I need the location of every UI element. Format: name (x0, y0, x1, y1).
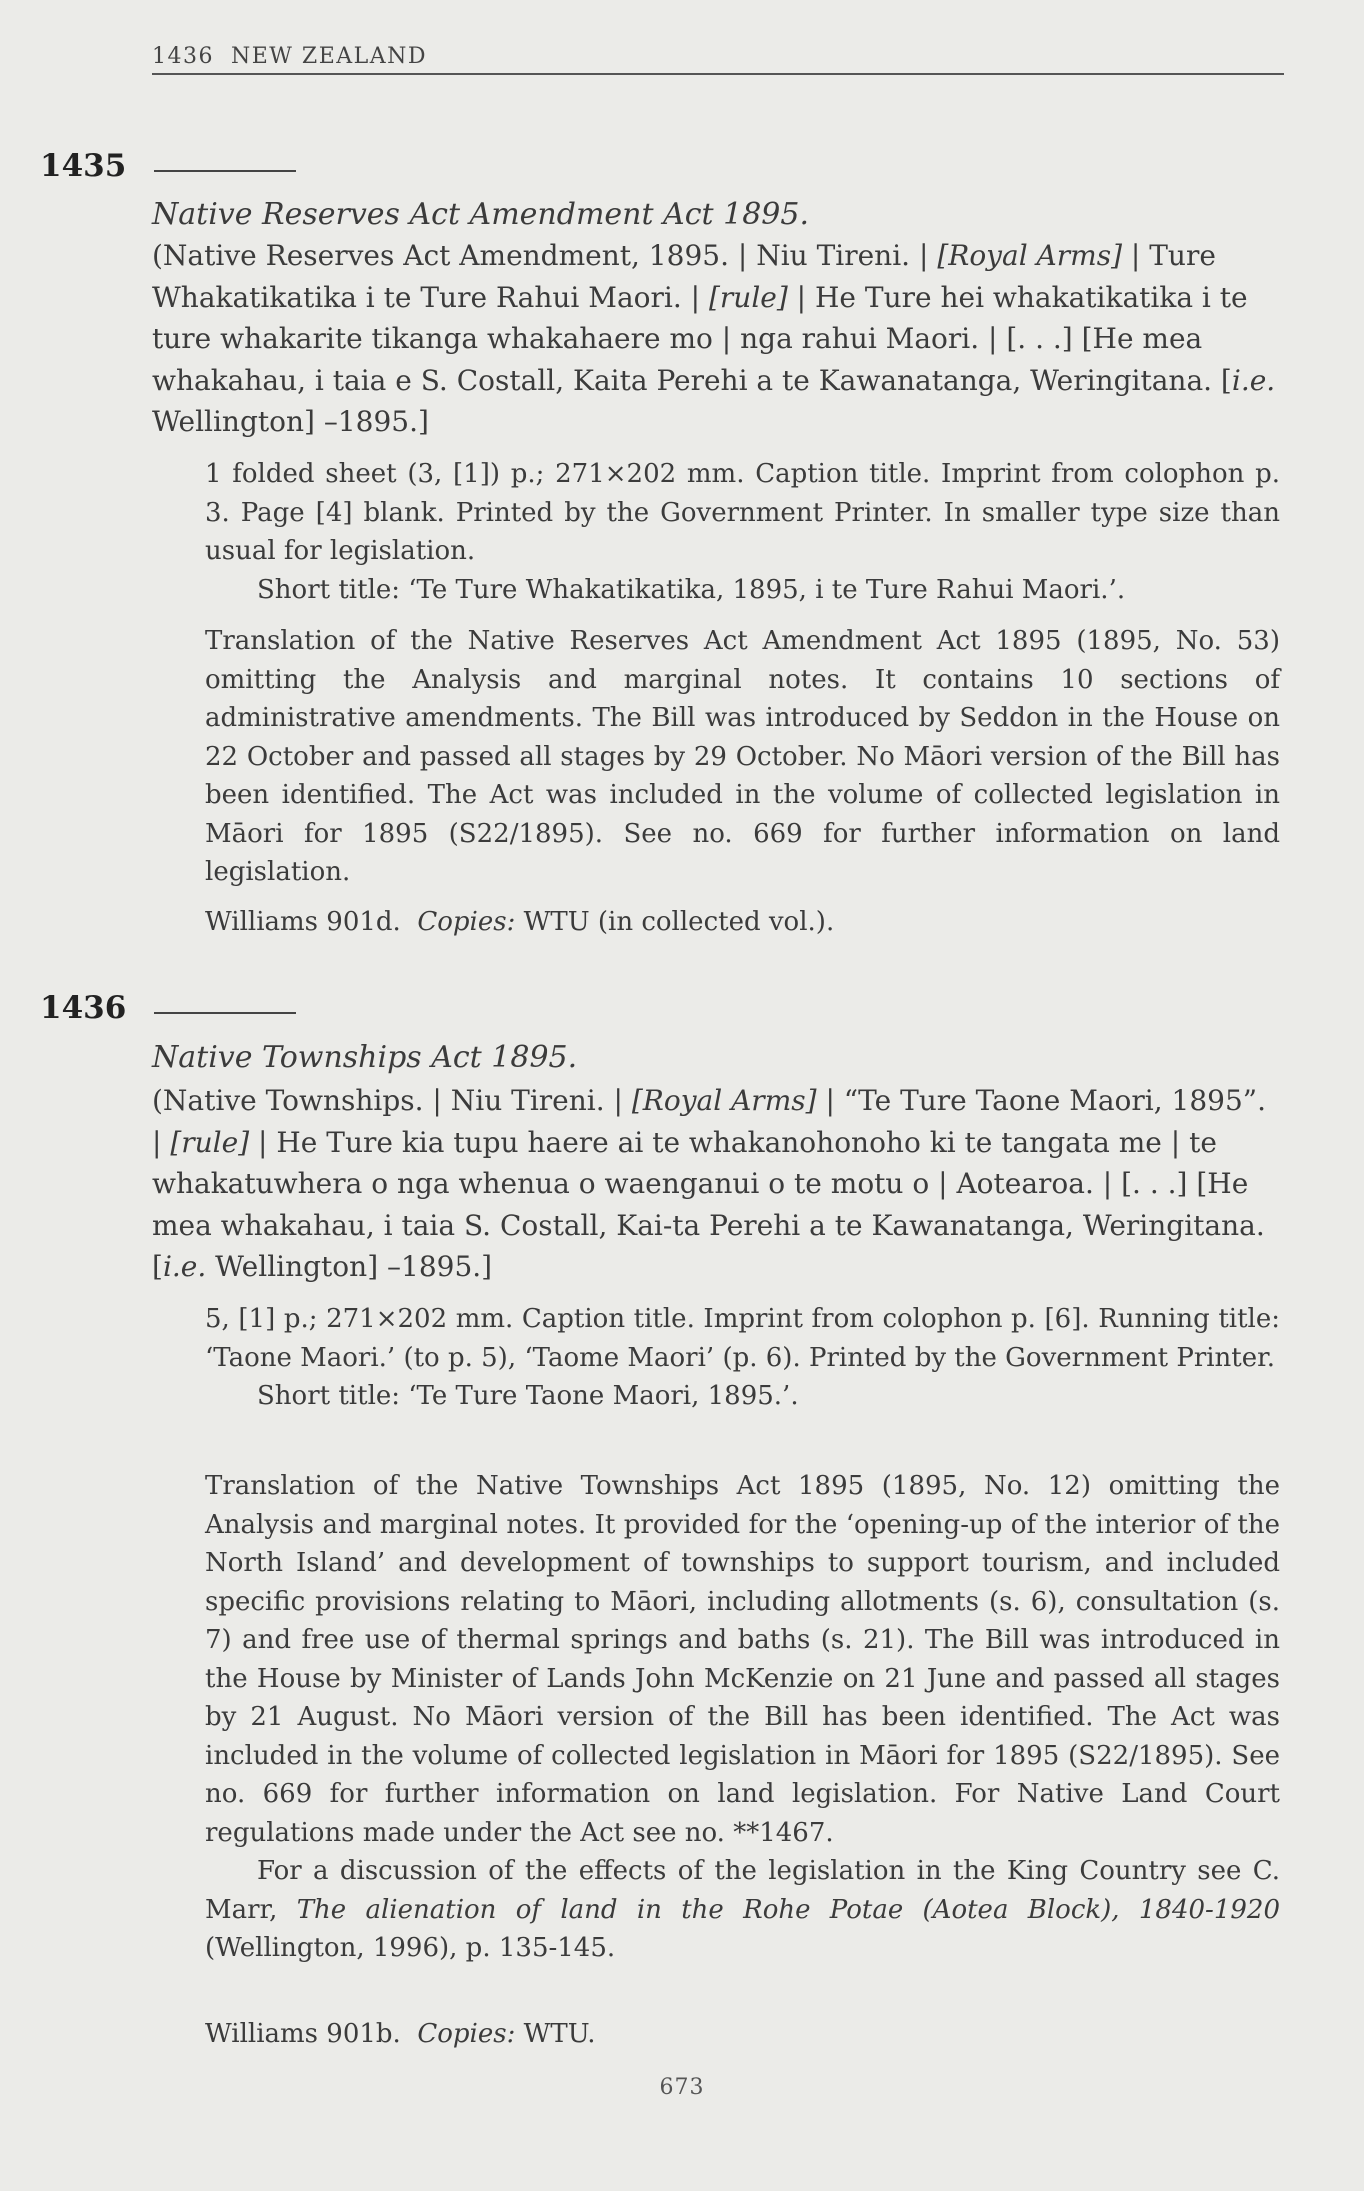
entry-title: Native Townships Act 1895. (152, 1040, 578, 1075)
short-title: Short title: ‘Te Ture Taone Maori, 1895.’. (257, 1381, 799, 1411)
discussion (205, 1852, 1280, 1968)
transcription-rule: [rule] (708, 280, 788, 314)
transcription-royal-arms: [Royal Arms] (937, 239, 1122, 272)
transcription-text: Wellington] –1895.] (152, 405, 429, 438)
transcription-text: Wellington] –1895.] (206, 1250, 493, 1283)
physical-description: 1 folded sheet (3, [1]) p.; 271×202 mm. Caption title. Imprint from colophon p. 3. Page [4] blank. Printed by the Government Printer. In smaller type size than usual for legislation. (205, 459, 1280, 566)
transcription-text: | He Ture hei whakatikatika i te ture whakarite tikanga whakahaere mo | nga rahui Maori. | [. . .] [He mea whakahau, i taia e S. Costall, Kaita Perehi a te Kawanatanga, Weringitana. [ (152, 280, 1248, 397)
copies-label: Copies: (417, 907, 516, 937)
transcription-rule: [rule] (170, 1125, 250, 1159)
transcription-ie: i.e. (162, 1250, 207, 1283)
header-running-title: NEW ZEALAND (231, 44, 428, 69)
copies-value: WTU. (515, 2019, 596, 2049)
physical-description: 5, [1] p.; 271×202 mm. Caption title. Imprint from colophon p. [6]. Running title: ‘Taone Maori.’ (to p. 5), ‘Taome Maori’ (p. 6). Printed by the Government Printer. (205, 1304, 1280, 1373)
entry-number: 1436 (40, 990, 127, 1026)
running-header (152, 44, 1284, 75)
short-title: Short title: ‘Te Ture Whakatikatika, 1895, i te Ture Rahui Maori.’. (257, 574, 1126, 605)
notes-block (205, 1467, 1280, 1968)
discussion-text: (Wellington, 1996), p. 135-145. (205, 1933, 616, 1963)
physical-description-block (205, 455, 1280, 609)
copies-value: WTU (in collected vol.). (515, 907, 835, 937)
transcription-ie: i.e. (1231, 363, 1276, 397)
notes: Translation of the Native Townships Act 1895 (1895, No. 12) omitting the Analysis and marginal notes. It provided for the ‘opening-up of the interior of the North Island’ and development of townships to support tourism, and included specific provisions relating to Māori, including allotments (s. 6), consultation (s. 7) and free use of thermal springs and baths (s. 21). The Bill was introduced in the House by Minister of Lands John McKenzie on 21 June and passed all stages by 21 August. No Māori version of the Bill has been identified. The Act was included in the volume of collected legislation in Māori for 1895 (S22/1895). See no. 669 for further information on land legislation. For Native Land Court regulations made under the Act see no. **1467. (205, 1471, 1280, 1848)
physical-description-block (205, 1300, 1280, 1416)
copies-label: Copies: (417, 2019, 516, 2049)
williams-ref: Williams 901d. (205, 907, 401, 937)
entry-title: Native Reserves Act Amendment Act 1895. (152, 197, 809, 232)
title-transcription (152, 1080, 1282, 1288)
references (205, 903, 1280, 942)
entry-rule (154, 170, 296, 172)
header-page-number: 1436 (152, 44, 214, 69)
transcription-text: | “Te Ture Taone Maori, 1895”. | (152, 1084, 1267, 1159)
williams-ref: Williams 901b. (205, 2019, 401, 2049)
transcription-royal-arms: [Royal Arms] (631, 1084, 817, 1117)
discussion-text: For a discussion of the effects of the legislation in the King Country see C. Marr, (205, 1856, 1280, 1925)
references (205, 2015, 1280, 2054)
notes: Translation of the Native Reserves Act Amendment Act 1895 (1895, No. 53) omitting the Analysis and marginal notes. It contains 10 sections of administrative amendments. The Bill was introduced by Seddon in the House on 22 October and passed all stages by 29 October. No Māori version of the Bill has been identified. The Act was included in the volume of collected legislation in Māori for 1895 (S22/1895). See no. 669 for further information on land legislation. (205, 626, 1280, 887)
footer-page-number: 673 (659, 2075, 705, 2100)
transcription-text: | Ture Whakatikatika i te Ture Rahui Maori. | (152, 239, 1216, 314)
title-transcription (152, 235, 1282, 443)
entry-number: 1435 (40, 148, 127, 184)
transcription-text: | He Ture kia tupu haere ai te whakanohonoho ki te tangata me | te whakatuwhera o nga whenua o waenganui o te motu o | Aotearoa. | [. . .] [He mea whakahau, i taia S. Costall, Kai-ta Perehi a te Kawanatanga, Weringitana. [ (152, 1125, 1265, 1283)
entry-rule (154, 1012, 296, 1014)
transcription-text: (Native Townships. | Niu Tireni. | (152, 1084, 632, 1117)
discussion-cited-title: The alienation of land in the Rohe Potae (Aotea Block), 1840-1920 (296, 1894, 1280, 1925)
transcription-text: (Native Reserves Act Amendment, 1895. | Niu Tireni. | (152, 239, 938, 272)
